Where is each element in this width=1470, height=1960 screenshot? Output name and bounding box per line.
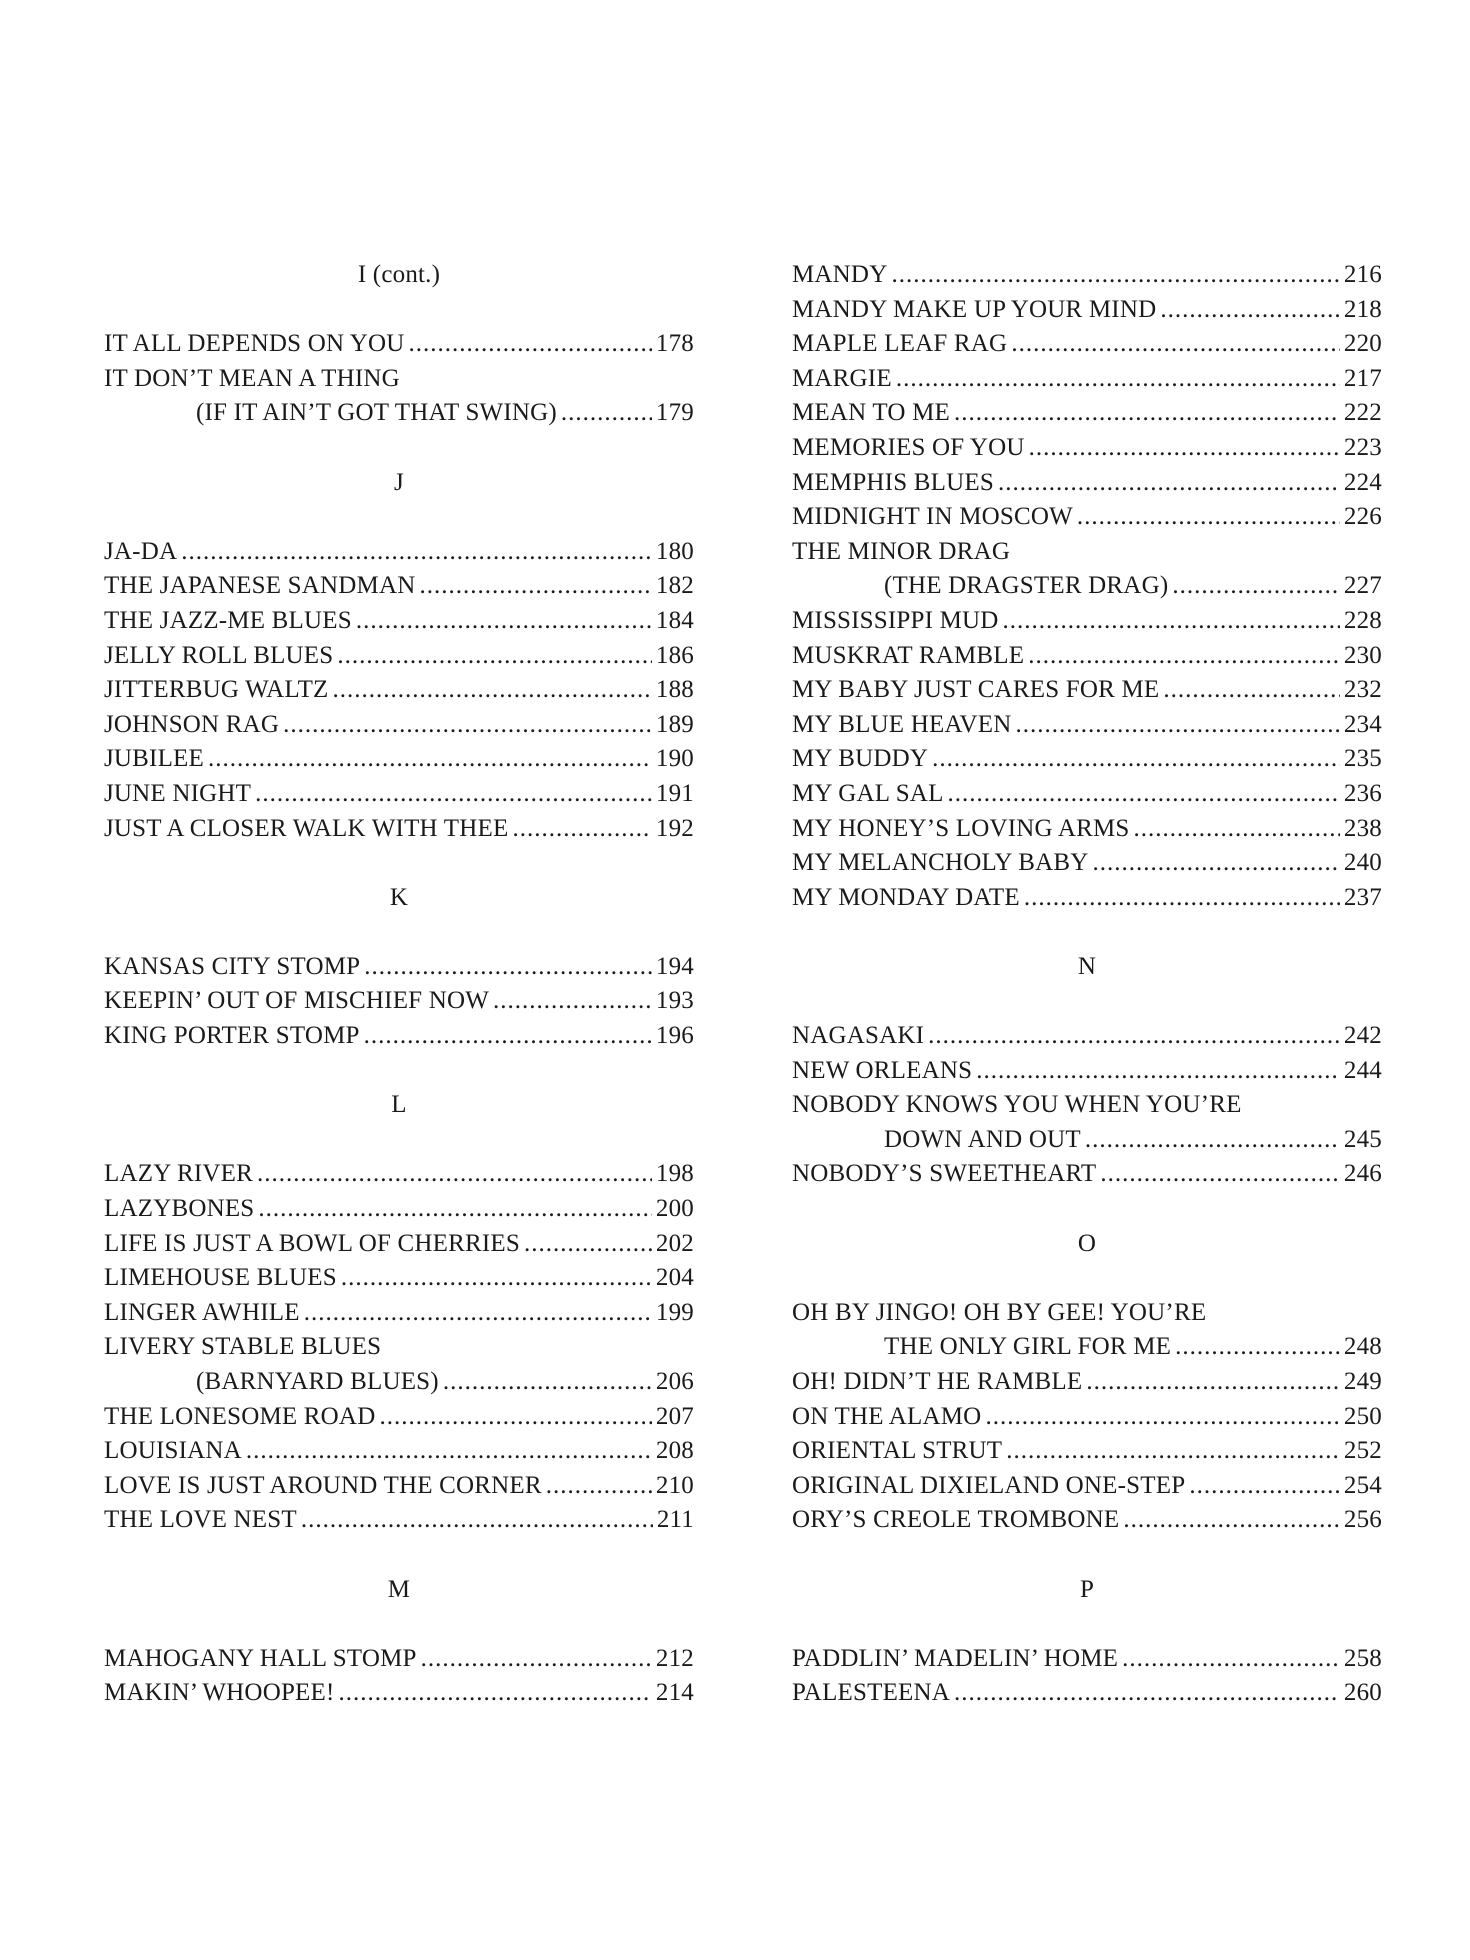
entry-title: ORY’S CREOLE TROMBONE <box>792 1506 1120 1534</box>
entry-page-number: 236 <box>1343 779 1382 807</box>
entry-title: MARGIE <box>792 364 892 392</box>
dot-leader <box>896 362 1340 397</box>
section-letter-heading: N <box>1077 952 1097 980</box>
entry-page-number: 189 <box>655 710 694 738</box>
dot-leader <box>337 639 652 674</box>
entry-title: MAKIN’ WHOOPEE! <box>104 1679 335 1707</box>
dot-leader <box>1092 846 1339 881</box>
entry-title: JA-DA <box>104 537 178 565</box>
index-entry-title-line: IT DON’T MEAN A THING <box>104 364 400 392</box>
entry-title: MUSKRAT RAMBLE <box>792 641 1025 669</box>
index-entry <box>792 1365 1382 1400</box>
entry-page-number: 230 <box>1343 641 1382 669</box>
index-entry <box>792 1434 1382 1469</box>
index-entry <box>792 1019 1382 1054</box>
entry-page-number: 180 <box>655 537 694 565</box>
entry-page-number: 204 <box>655 1264 694 1292</box>
dot-leader <box>954 1676 1340 1711</box>
index-entry <box>792 258 1382 293</box>
entry-page-number: 207 <box>655 1402 694 1430</box>
entry-title: MY MELANCHOLY BABY <box>792 849 1089 877</box>
dot-leader <box>1028 639 1340 674</box>
entry-page-number: 198 <box>655 1160 694 1188</box>
dot-leader <box>409 327 652 362</box>
index-entry <box>104 777 694 812</box>
dot-leader <box>1024 881 1340 916</box>
entry-page-number: 258 <box>1343 1644 1382 1672</box>
dot-leader <box>181 535 652 570</box>
entry-page-number: 250 <box>1343 1402 1382 1430</box>
entry-title: MY HONEY’S LOVING ARMS <box>792 814 1130 842</box>
entry-title: JOHNSON RAG <box>104 710 280 738</box>
dot-leader <box>257 1157 652 1192</box>
section-letter-heading: P <box>1079 1575 1095 1603</box>
entry-page-number: 246 <box>1343 1160 1382 1188</box>
index-entry <box>792 327 1382 362</box>
dot-leader <box>304 1296 652 1331</box>
entry-title: NAGASAKI <box>792 1022 925 1050</box>
entry-page-number: 186 <box>655 641 694 669</box>
index-column-left <box>104 258 694 1711</box>
dot-leader <box>341 1261 652 1296</box>
entry-title: (BARNYARD BLUES) <box>196 1368 439 1395</box>
index-entry <box>104 673 694 708</box>
entry-title: JUST A CLOSER WALK WITH THEE <box>104 814 509 842</box>
entry-page-number: 211 <box>656 1506 694 1534</box>
entry-title: LIFE IS JUST A BOWL OF CHERRIES <box>104 1229 520 1257</box>
index-entry <box>104 396 694 431</box>
entry-page-number: 242 <box>1343 1022 1382 1050</box>
entry-page-number: 188 <box>655 676 694 704</box>
dot-leader <box>493 984 652 1019</box>
index-entry <box>792 1054 1382 1089</box>
entry-page-number: 252 <box>1343 1437 1382 1465</box>
entry-title: LINGER AWHILE <box>104 1298 300 1326</box>
index-entry <box>792 639 1382 674</box>
entry-page-number: 182 <box>655 572 694 600</box>
dot-leader <box>1011 327 1340 362</box>
index-entry-title-line: OH BY JINGO! OH BY GEE! YOU’RE <box>792 1298 1207 1326</box>
index-entry <box>104 708 694 743</box>
spacer <box>792 1607 1382 1642</box>
index-entry <box>792 466 1382 501</box>
index-entry <box>104 1503 694 1538</box>
dot-leader <box>512 812 651 847</box>
entry-title: ORIGINAL DIXIELAND ONE-STEP <box>792 1471 1186 1499</box>
dot-leader <box>419 569 651 604</box>
entry-page-number: 214 <box>655 1679 694 1707</box>
dot-leader <box>356 604 652 639</box>
entry-title: MY BABY JUST CARES FOR ME <box>792 676 1160 704</box>
index-entry <box>792 881 1382 916</box>
entry-title: JITTERBUG WALTZ <box>104 676 329 704</box>
index-entry <box>792 1676 1382 1711</box>
spacer <box>792 1261 1382 1296</box>
index-entry <box>792 431 1382 466</box>
entry-page-number: 223 <box>1343 433 1382 461</box>
entry-page-number: 178 <box>655 330 694 358</box>
spacer <box>792 915 1382 950</box>
spacer <box>792 984 1382 1019</box>
index-entry <box>792 812 1382 847</box>
entry-title: ORIENTAL STRUT <box>792 1437 1003 1465</box>
dot-leader <box>1100 1157 1340 1192</box>
entry-title: NEW ORLEANS <box>792 1056 973 1084</box>
index-entry <box>792 1503 1382 1538</box>
entry-title: MEMORIES OF YOU <box>792 433 1025 461</box>
index-entry <box>104 639 694 674</box>
spacer <box>104 500 694 535</box>
entry-page-number: 227 <box>1343 572 1382 600</box>
entry-page-number: 184 <box>655 606 694 634</box>
dot-leader <box>546 1469 652 1504</box>
entry-title: MY BUDDY <box>792 745 929 773</box>
dot-leader <box>998 466 1340 501</box>
entry-page-number: 206 <box>655 1368 694 1395</box>
index-entry <box>104 1261 694 1296</box>
spacer <box>104 1538 694 1573</box>
entry-page-number: 260 <box>1343 1679 1382 1707</box>
entry-title: KING PORTER STOMP <box>104 1022 360 1050</box>
dot-leader <box>1189 1469 1340 1504</box>
index-entry <box>792 569 1382 604</box>
dot-leader <box>333 673 652 708</box>
entry-title: PADDLIN’ MADELIN’ HOME <box>792 1644 1119 1672</box>
index-entry <box>104 1019 694 1054</box>
spacer <box>792 1538 1382 1573</box>
index-entry-title-line: LIVERY STABLE BLUES <box>104 1333 382 1361</box>
index-entry <box>792 846 1382 881</box>
index-entry <box>104 1400 694 1435</box>
dot-leader <box>561 396 652 431</box>
entry-title: MEMPHIS BLUES <box>792 468 994 496</box>
entry-title: JUNE NIGHT <box>104 779 252 807</box>
section-letter-heading: M <box>387 1575 411 1603</box>
entry-page-number: 212 <box>655 1644 694 1672</box>
entry-title: THE LOVE NEST <box>104 1506 297 1534</box>
spacer <box>104 1054 694 1089</box>
entry-page-number: 192 <box>655 814 694 842</box>
entry-page-number: 224 <box>1343 468 1382 496</box>
entry-page-number: 249 <box>1343 1368 1382 1395</box>
index-entry <box>104 1192 694 1227</box>
entry-page-number: 191 <box>655 779 694 807</box>
entry-title: DOWN AND OUT <box>884 1125 1081 1153</box>
index-entry <box>104 535 694 570</box>
entry-page-number: 216 <box>1343 261 1382 288</box>
entry-title: IT ALL DEPENDS ON YOU <box>104 330 405 358</box>
index-entry <box>104 950 694 985</box>
entry-title: MY BLUE HEAVEN <box>792 710 1012 738</box>
dot-leader <box>339 1676 652 1711</box>
index-entry-title-line: NOBODY KNOWS YOU WHEN YOU’RE <box>792 1091 1242 1119</box>
dot-leader <box>976 1054 1340 1089</box>
dot-leader <box>443 1365 652 1400</box>
entry-title: KANSAS CITY STOMP <box>104 952 361 980</box>
dot-leader <box>1122 1642 1340 1677</box>
index-entry <box>104 1296 694 1331</box>
index-entry <box>792 1123 1382 1158</box>
entry-title: (THE DRAGSTER DRAG) <box>884 572 1169 600</box>
index-entry <box>792 673 1382 708</box>
dot-leader <box>928 1019 1340 1054</box>
dot-leader <box>208 742 652 777</box>
entry-page-number: 200 <box>655 1195 694 1223</box>
entry-page-number: 217 <box>1343 364 1382 392</box>
index-entry <box>792 1469 1382 1504</box>
entry-title: THE ONLY GIRL FOR ME <box>884 1333 1172 1361</box>
spacer <box>104 431 694 466</box>
dot-leader <box>364 1019 652 1054</box>
dot-leader <box>524 1227 652 1262</box>
index-entry <box>792 396 1382 431</box>
entry-page-number: 226 <box>1343 503 1382 531</box>
section-letter-heading: I (cont.) <box>357 261 441 288</box>
entry-title: NOBODY’S SWEETHEART <box>792 1160 1097 1188</box>
entry-title: KEEPIN’ OUT OF MISCHIEF NOW <box>104 987 490 1015</box>
entry-page-number: 245 <box>1343 1125 1382 1153</box>
dot-leader <box>255 777 652 812</box>
entry-page-number: 232 <box>1343 676 1382 704</box>
entry-page-number: 235 <box>1343 745 1382 773</box>
index-entry <box>104 1227 694 1262</box>
entry-page-number: 218 <box>1343 295 1382 323</box>
section-letter-heading: L <box>391 1091 407 1119</box>
entry-title: THE JAZZ-ME BLUES <box>104 606 352 634</box>
dot-leader <box>1160 293 1340 328</box>
entry-page-number: 196 <box>655 1022 694 1050</box>
entry-page-number: 220 <box>1343 330 1382 358</box>
entry-page-number: 234 <box>1343 710 1382 738</box>
entry-title: LOVE IS JUST AROUND THE CORNER <box>104 1471 542 1499</box>
index-entry <box>792 742 1382 777</box>
entry-title: LOUISIANA <box>104 1437 242 1465</box>
dot-leader <box>1086 1365 1340 1400</box>
index-entry <box>792 708 1382 743</box>
dot-leader <box>1003 604 1340 639</box>
index-entry <box>792 1400 1382 1435</box>
entry-title: JELLY ROLL BLUES <box>104 641 334 669</box>
index-entry <box>792 1642 1382 1677</box>
dot-leader <box>1029 431 1340 466</box>
spacer <box>104 1607 694 1642</box>
dot-leader <box>246 1434 652 1469</box>
entry-page-number: 199 <box>655 1298 694 1326</box>
entry-title: MANDY <box>792 261 888 288</box>
spacer <box>104 915 694 950</box>
dot-leader <box>283 708 652 743</box>
dot-leader <box>985 1400 1339 1435</box>
entry-title: LAZY RIVER <box>104 1160 253 1188</box>
entry-page-number: 210 <box>655 1471 694 1499</box>
dot-leader <box>379 1400 651 1435</box>
dot-leader <box>1134 812 1340 847</box>
entry-page-number: 202 <box>655 1229 694 1257</box>
spacer <box>792 1192 1382 1227</box>
entry-title: (IF IT AIN’T GOT THAT SWING) <box>196 399 557 427</box>
entry-title: OH! DIDN’T HE RAMBLE <box>792 1368 1083 1395</box>
index-entry <box>104 1434 694 1469</box>
index-column-right <box>792 258 1382 1711</box>
index-entry <box>104 604 694 639</box>
entry-title: PALESTEENA <box>792 1679 951 1707</box>
index-entry <box>104 742 694 777</box>
entry-title: MY GAL SAL <box>792 779 944 807</box>
entry-title: MEAN TO ME <box>792 399 951 427</box>
dot-leader <box>1085 1123 1340 1158</box>
index-entry <box>104 984 694 1019</box>
entry-page-number: 194 <box>655 952 694 980</box>
dot-leader <box>1077 500 1340 535</box>
dot-leader <box>1175 1330 1340 1365</box>
entry-page-number: 190 <box>655 745 694 773</box>
index-entry-title-line: THE MINOR DRAG <box>792 537 1011 565</box>
dot-leader <box>932 742 1340 777</box>
index-entry <box>104 1676 694 1711</box>
entry-page-number: 256 <box>1343 1506 1382 1534</box>
entry-page-number: 193 <box>655 987 694 1015</box>
section-letter-heading: O <box>1077 1229 1097 1257</box>
dot-leader <box>891 258 1339 293</box>
entry-page-number: 228 <box>1343 606 1382 634</box>
entry-page-number: 222 <box>1343 399 1382 427</box>
index-entry <box>104 812 694 847</box>
entry-page-number: 208 <box>655 1437 694 1465</box>
entry-title: JUBILEE <box>104 745 204 773</box>
entry-page-number: 179 <box>655 399 694 427</box>
entry-page-number: 240 <box>1343 849 1382 877</box>
index-entry <box>792 293 1382 328</box>
entry-title: MAHOGANY HALL STOMP <box>104 1644 417 1672</box>
index-entry <box>792 500 1382 535</box>
index-entry <box>104 1365 694 1400</box>
entry-title: MAPLE LEAF RAG <box>792 330 1008 358</box>
entry-page-number: 237 <box>1343 883 1382 911</box>
entry-title: MIDNIGHT IN MOSCOW <box>792 503 1073 531</box>
index-entry <box>792 362 1382 397</box>
dot-leader <box>1172 569 1340 604</box>
entry-title: MISSISSIPPI MUD <box>792 606 999 634</box>
entry-title: MANDY MAKE UP YOUR MIND <box>792 295 1157 323</box>
dot-leader <box>301 1503 653 1538</box>
dot-leader <box>948 777 1340 812</box>
section-letter-heading: J <box>394 468 404 496</box>
spacer <box>104 846 694 881</box>
section-letter-heading: K <box>389 883 409 911</box>
index-entry <box>104 1157 694 1192</box>
index-entry <box>792 1157 1382 1192</box>
dot-leader <box>258 1192 651 1227</box>
entry-title: THE LONESOME ROAD <box>104 1402 376 1430</box>
entry-title: LAZYBONES <box>104 1195 255 1223</box>
index-entry <box>104 1469 694 1504</box>
entry-page-number: 238 <box>1343 814 1382 842</box>
dot-leader <box>1123 1503 1340 1538</box>
spacer <box>104 1123 694 1158</box>
index-entry <box>792 1330 1382 1365</box>
dot-leader <box>1006 1434 1340 1469</box>
spacer <box>104 293 694 328</box>
dot-leader <box>954 396 1340 431</box>
dot-leader <box>421 1642 652 1677</box>
index-entry <box>792 604 1382 639</box>
entry-title: MY MONDAY DATE <box>792 883 1020 911</box>
entry-page-number: 248 <box>1343 1333 1382 1361</box>
index-entry <box>792 777 1382 812</box>
entry-title: ON THE ALAMO <box>792 1402 982 1430</box>
dot-leader <box>364 950 652 985</box>
entry-title: THE JAPANESE SANDMAN <box>104 572 416 600</box>
index-entry <box>104 327 694 362</box>
entry-page-number: 254 <box>1343 1471 1382 1499</box>
dot-leader <box>1015 708 1339 743</box>
entry-title: LIMEHOUSE BLUES <box>104 1264 337 1292</box>
index-entry <box>104 569 694 604</box>
dot-leader <box>1163 673 1340 708</box>
index-entry <box>104 1642 694 1677</box>
entry-page-number: 244 <box>1343 1056 1382 1084</box>
